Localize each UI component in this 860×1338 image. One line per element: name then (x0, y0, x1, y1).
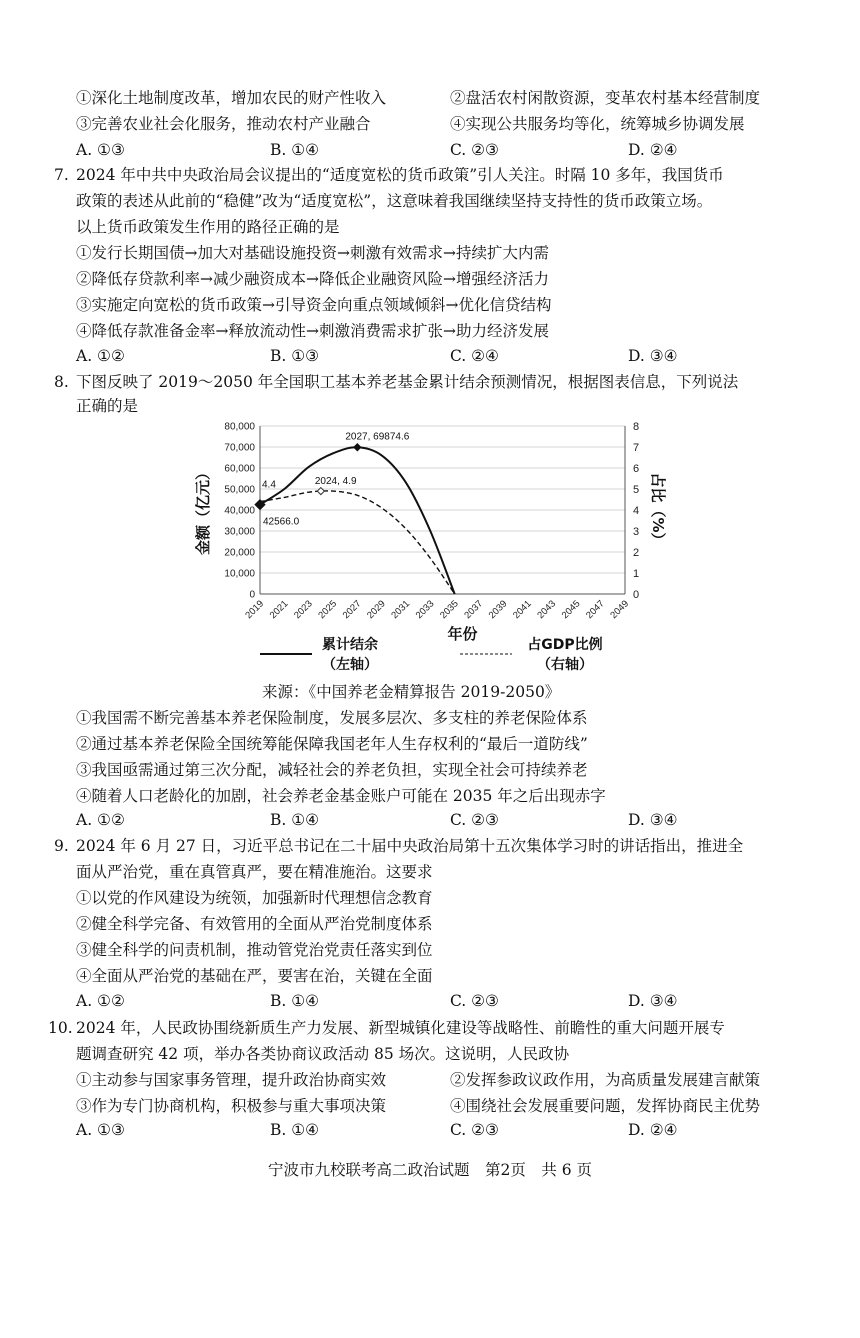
q9-option-c: C. ②③ (450, 992, 499, 1010)
q9-option-a: A. ①② (76, 992, 125, 1010)
y-left-axis-title: 金额（亿元） (194, 464, 212, 556)
q7-statement-3: ③实施定向宽松的货币政策→引导资金向重点领域倾斜→优化信贷结构 (76, 296, 552, 314)
y-left-tick-label: 70,000 (224, 442, 255, 454)
q10-statement-2: ②发挥参政议政作用，为高质量发展建言献策 (450, 1071, 761, 1089)
q7-statement-1: ①发行长期国债→加大对基础设施投资→刺激有效需求→持续扩大内需 (76, 244, 549, 262)
q9-statement-3: ③健全科学的问责机制，推动管党治党责任落实到位 (76, 941, 433, 959)
q7-stem-2: 政策的表述从此前的“稳健”改为“适度宽松”，这意味着我国继续坚持支持性的货币政策立场。 (76, 192, 713, 210)
q9-stem-2: 面从严治党，重在真管真严，要在精准施治。这要求 (76, 863, 433, 881)
q10-stem-2: 题调查研究 42 项，举办各类协商议政活动 85 场次。这说明，人民政协 (76, 1045, 570, 1063)
x-tick-label: 2019 (243, 598, 267, 622)
data-label: 2024, 4.9 (314, 476, 357, 488)
q6-statement-4: ④实现公共服务均等化，统筹城乡协调发展 (450, 115, 745, 133)
x-tick-label: 2029 (365, 598, 388, 622)
data-label: 2027, 69874.6 (345, 431, 410, 443)
q6-option-a: A. ①③ (76, 141, 125, 159)
q7-statement-4: ④降低存款准备金率→释放流动性→刺激消费需求扩张→助力经济发展 (76, 322, 549, 340)
y-right-axis-title: 占比（%） (649, 472, 667, 548)
y-right-tick-label: 8 (633, 421, 640, 433)
legend-label-0: 累计结余 (322, 637, 378, 653)
y-left-tick-label: 50,000 (224, 484, 255, 496)
q8-statement-1: ①我国需不断完善基本养老保险制度，发展多层次、多支柱的养老保险体系 (76, 709, 588, 727)
q8-number: 8. (54, 373, 69, 391)
q9-statement-2: ②健全科学完备、有效管用的全面从严治党制度体系 (76, 915, 433, 933)
y-left-tick-label: 10,000 (224, 568, 255, 580)
y-right-tick-label: 4 (633, 505, 640, 517)
legend-sub-1: （右轴） (537, 657, 593, 673)
x-tick-label: 2045 (559, 598, 583, 622)
x-tick-label: 2023 (292, 598, 315, 622)
y-left-tick-label: 80,000 (224, 421, 255, 433)
q10-option-b: B. ①④ (270, 1121, 320, 1139)
q10-option-a: A. ①③ (76, 1121, 125, 1139)
legend-sub-0: （左轴） (322, 657, 378, 673)
q9-statement-4: ④全面从严治党的基础在严，要害在治，关键在全面 (76, 967, 433, 985)
y-right-tick-label: 3 (633, 526, 640, 538)
q7-stem-1: 2024 年中共中央政治局会议提出的“适度宽松的货币政策”引人关注。时隔 10 多年，我国货币 (76, 166, 724, 184)
q7-statement-2: ②降低存贷款利率→减少融资成本→降低企业融资风险→增强经济活力 (76, 270, 549, 288)
data-label: 42566.0 (263, 516, 300, 528)
q7-option-a: A. ①② (76, 347, 125, 365)
q6-option-c: C. ②③ (450, 141, 499, 159)
q8-stem-1: 下图反映了 2019～2050 年全国职工基本养老基金累计结余预测情况，根据图表信息，下列说法 (76, 373, 739, 391)
y-right-tick-label: 0 (633, 589, 640, 601)
series-line-1 (260, 491, 455, 594)
q9-option-b: B. ①④ (270, 992, 320, 1010)
q7-option-d: D. ③④ (628, 347, 678, 365)
q10-stem-1: 2024 年，人民政协围绕新质生产力发展、新型城镇化建设等战略性、前瞻性的重大问题开展专 (76, 1019, 725, 1037)
q10-option-d: D. ②④ (628, 1121, 678, 1139)
y-left-tick-label: 40,000 (224, 505, 255, 517)
y-left-tick-label: 30,000 (224, 526, 255, 538)
x-tick-label: 2047 (584, 598, 607, 622)
x-tick-label: 2039 (486, 598, 510, 622)
data-label: 4.4 (262, 479, 276, 491)
q8-option-a: A. ①② (76, 811, 125, 829)
q8-stem-2: 正确的是 (76, 397, 139, 415)
y-right-tick-label: 5 (633, 484, 640, 496)
q9-stem-1: 2024 年 6 月 27 日，习近平总书记在二十届中央政治局第十五次集体学习时的讲话指出，推进全 (76, 837, 744, 855)
y-right-tick-label: 7 (633, 442, 640, 454)
legend-label-1: 占GDP比例 (527, 637, 603, 653)
x-tick-label: 2037 (462, 598, 486, 622)
x-tick-label: 2049 (608, 598, 632, 622)
q10-option-c: C. ②③ (450, 1121, 499, 1139)
q7-stem-3: 以上货币政策发生作用的路径正确的是 (76, 218, 340, 236)
y-left-tick-label: 20,000 (224, 547, 255, 559)
q8-option-d: D. ③④ (628, 811, 678, 829)
q6-statement-2: ②盘活农村闲散资源，变革农村基本经营制度 (450, 89, 761, 107)
q8-statement-2: ②通过基本养老保险全国统筹能保障我国老年人生存权利的“最后一道防线” (76, 735, 588, 753)
q6-statement-3: ③完善农业社会化服务，推动农村产业融合 (76, 115, 371, 133)
q9-number: 9. (54, 837, 69, 855)
q6-statement-1: ①深化土地制度改革，增加农民的财产性收入 (76, 89, 387, 107)
x-tick-label: 2043 (535, 598, 559, 622)
x-tick-label: 2021 (267, 598, 291, 622)
x-tick-label: 2025 (316, 598, 340, 622)
q9-option-d: D. ③④ (628, 992, 678, 1010)
y-right-tick-label: 2 (633, 547, 640, 559)
page-footer: 宁波市九校联考高二政治试题 第2页 共 6 页 (267, 1161, 593, 1179)
x-tick-label: 2031 (389, 598, 413, 622)
q6-option-b: B. ①④ (270, 141, 320, 159)
x-tick-label: 2035 (438, 598, 461, 622)
y-right-tick-label: 1 (633, 568, 640, 580)
x-tick-label: 2033 (413, 598, 437, 622)
q7-option-c: C. ②④ (450, 347, 499, 365)
data-point-marker (353, 443, 361, 451)
chart-source: 来源：《中国养老金精算报告 2019-2050》 (262, 683, 561, 701)
q8-statement-4: ④随着人口老龄化的加剧，社会养老金基金账户可能在 2035 年之后出现赤字 (76, 787, 606, 805)
pension-fund-chart (190, 412, 667, 680)
q6-option-d: D. ②④ (628, 141, 678, 159)
y-left-tick-label: 60,000 (224, 463, 255, 475)
q7-option-b: B. ①③ (270, 347, 320, 365)
q7-number: 7. (54, 166, 69, 184)
x-tick-label: 2027 (340, 598, 364, 622)
q10-statement-1: ①主动参与国家事务管理，提升政治协商实效 (76, 1071, 387, 1089)
q8-option-c: C. ②③ (450, 811, 499, 829)
q10-number: 10. (48, 1019, 73, 1037)
x-axis-title: 年份 (447, 625, 478, 643)
q10-statement-3: ③作为专门协商机构，积极参与重大事项决策 (76, 1097, 387, 1115)
q8-option-b: B. ①④ (270, 811, 320, 829)
x-tick-label: 2041 (511, 598, 534, 622)
y-right-tick-label: 6 (633, 463, 640, 475)
q10-statement-4: ④围绕社会发展重要问题，发挥协商民主优势 (450, 1097, 761, 1115)
q9-statement-1: ①以党的作风建设为统领，加强新时代理想信念教育 (76, 889, 433, 907)
q8-statement-3: ③我国亟需通过第三次分配，减轻社会的养老负担，实现全社会可持续养老 (76, 761, 588, 779)
y-left-tick-label: 0 (249, 589, 255, 601)
